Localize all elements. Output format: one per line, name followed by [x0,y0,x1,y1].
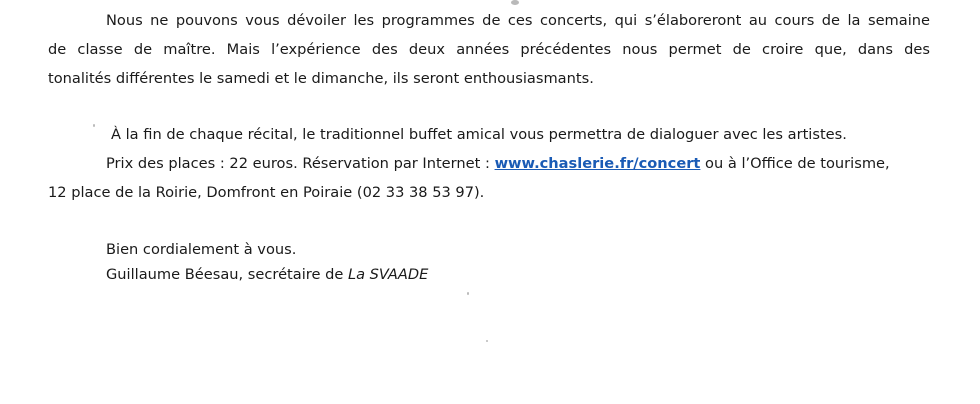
prices-text: Prix des places : 22 euros. Réservation par Internet : [106,155,495,172]
paragraph-prices-line-1 [106,154,930,174]
paragraph-buffet: À la fin de chaque récital, le traditionnel buffet amical vous permettra de dialoguer avec les artistes. [111,126,847,143]
signature [106,265,428,285]
paragraph-prices-line-2: 12 place de la Roirie, Domfront en Poiraie (02 33 38 53 97). [48,184,485,201]
tourism-office-text: ou à l’Office de tourisme, [700,155,890,172]
paragraph-concerts-line-2: de classe de maître. Mais l’expérience des deux années précédentes nous permet de croire que, dans des [48,41,930,58]
scan-speck [486,340,488,342]
scan-speck [467,292,469,295]
paragraph-concerts-line-3: tonalités différentes le samedi et le dimanche, ils seront enthousiasmants. [48,70,594,87]
scan-speck [93,124,95,127]
signature-organization: La SVAADE [347,266,429,283]
scan-speck [511,0,519,5]
signature-name: Guillaume Béesau, secrétaire de [106,266,348,283]
closing-greeting: Bien cordialement à vous. [106,241,297,258]
paragraph-concerts-line-1: Nous ne pouvons vous dévoiler les programmes de ces concerts, qui s’élaboreront au cours de la semaine [106,12,930,29]
concert-reservation-link[interactable]: www.chaslerie.fr/concert [494,155,701,172]
